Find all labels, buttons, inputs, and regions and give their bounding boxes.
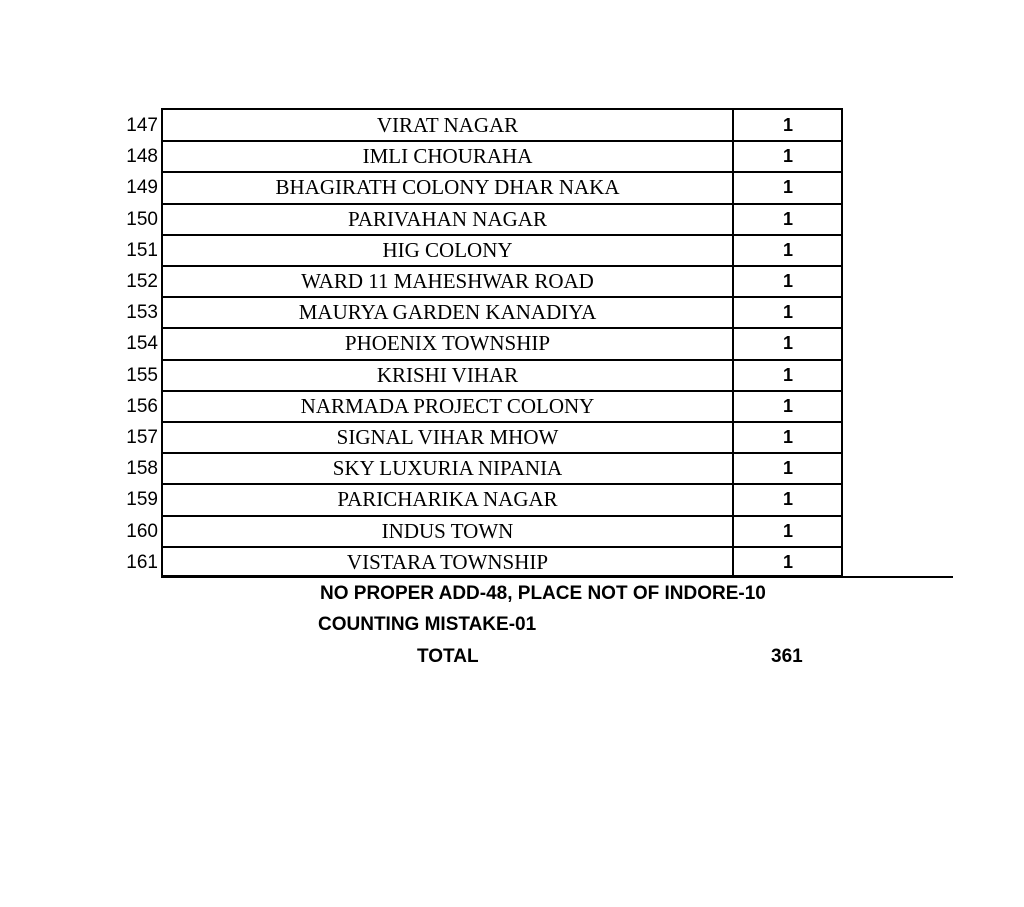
row-divider — [161, 421, 843, 423]
place-name-cell: VIRAT NAGAR — [376, 113, 519, 137]
place-name-cell: PARICHARIKA NAGAR — [337, 487, 558, 512]
row-number: 147 — [126, 115, 158, 136]
row-divider — [161, 140, 843, 142]
row-divider — [161, 296, 843, 298]
row-number: 160 — [126, 520, 158, 542]
row-number: 155 — [126, 364, 158, 386]
count-cell: 1 — [782, 177, 793, 198]
count-cell: 1 — [782, 146, 793, 167]
row-number: 158 — [126, 458, 158, 480]
count-cell: 1 — [782, 395, 793, 416]
place-name-cell: IMLI CHOURAHA — [362, 144, 533, 169]
row-divider — [161, 515, 843, 517]
note-improper-address: NO PROPER ADD-48, PLACE NOT OF INDORE-10 — [320, 583, 766, 604]
row-number: 156 — [126, 395, 158, 417]
row-number: 153 — [126, 302, 158, 324]
count-cell: 1 — [782, 489, 793, 510]
place-name-cell: PHOENIX TOWNSHIP — [344, 331, 551, 356]
place-name-cell: WARD 11 MAHESHWAR ROAD — [301, 269, 594, 293]
row-number: 157 — [126, 427, 158, 448]
place-name-cell: VISTARA TOWNSHIP — [346, 549, 549, 574]
count-cell: 1 — [782, 333, 793, 354]
row-number: 150 — [126, 208, 158, 230]
row-divider — [161, 203, 843, 205]
place-name-cell: KRISHI VIHAR — [376, 362, 519, 387]
count-cell: 1 — [782, 271, 793, 291]
place-name-cell: NARMADA PROJECT COLONY — [300, 393, 595, 418]
count-cell: 1 — [782, 551, 793, 572]
count-cell: 1 — [782, 427, 793, 447]
count-cell: 1 — [782, 302, 793, 323]
row-number: 149 — [126, 177, 158, 199]
row-divider — [161, 171, 843, 173]
table-bottom-rule — [161, 576, 953, 578]
place-name-cell: HIG COLONY — [382, 237, 513, 262]
row-number: 154 — [126, 333, 158, 355]
row-divider — [161, 483, 843, 485]
row-divider — [161, 546, 843, 548]
place-name-cell: INDUS TOWN — [381, 518, 514, 543]
total-value: 361 — [771, 646, 803, 667]
place-name-cell: BHAGIRATH COLONY DHAR NAKA — [275, 175, 620, 200]
row-divider — [161, 390, 843, 392]
row-number: 152 — [126, 271, 158, 292]
row-divider — [161, 265, 843, 267]
count-cell: 1 — [782, 364, 793, 385]
count-cell: 1 — [782, 520, 793, 541]
count-cell: 1 — [782, 458, 793, 479]
place-name-cell: SKY LUXURIA NIPANIA — [332, 456, 563, 481]
count-cell: 1 — [782, 115, 793, 135]
row-divider — [161, 234, 843, 236]
note-counting-mistake: COUNTING MISTAKE-01 — [318, 614, 537, 635]
row-number: 159 — [126, 489, 158, 511]
count-cell: 1 — [782, 208, 793, 229]
row-divider — [161, 327, 843, 329]
row-number: 151 — [126, 239, 158, 261]
row-divider — [161, 359, 843, 361]
row-number: 161 — [126, 551, 158, 573]
row-number: 148 — [126, 146, 158, 168]
total-label: TOTAL — [417, 646, 479, 667]
place-name-cell: MAURYA GARDEN KANADIYA — [298, 300, 597, 325]
count-cell: 1 — [782, 239, 793, 260]
place-name-cell: SIGNAL VIHAR MHOW — [336, 425, 559, 449]
row-divider — [161, 452, 843, 454]
place-name-cell: PARIVAHAN NAGAR — [348, 206, 547, 231]
